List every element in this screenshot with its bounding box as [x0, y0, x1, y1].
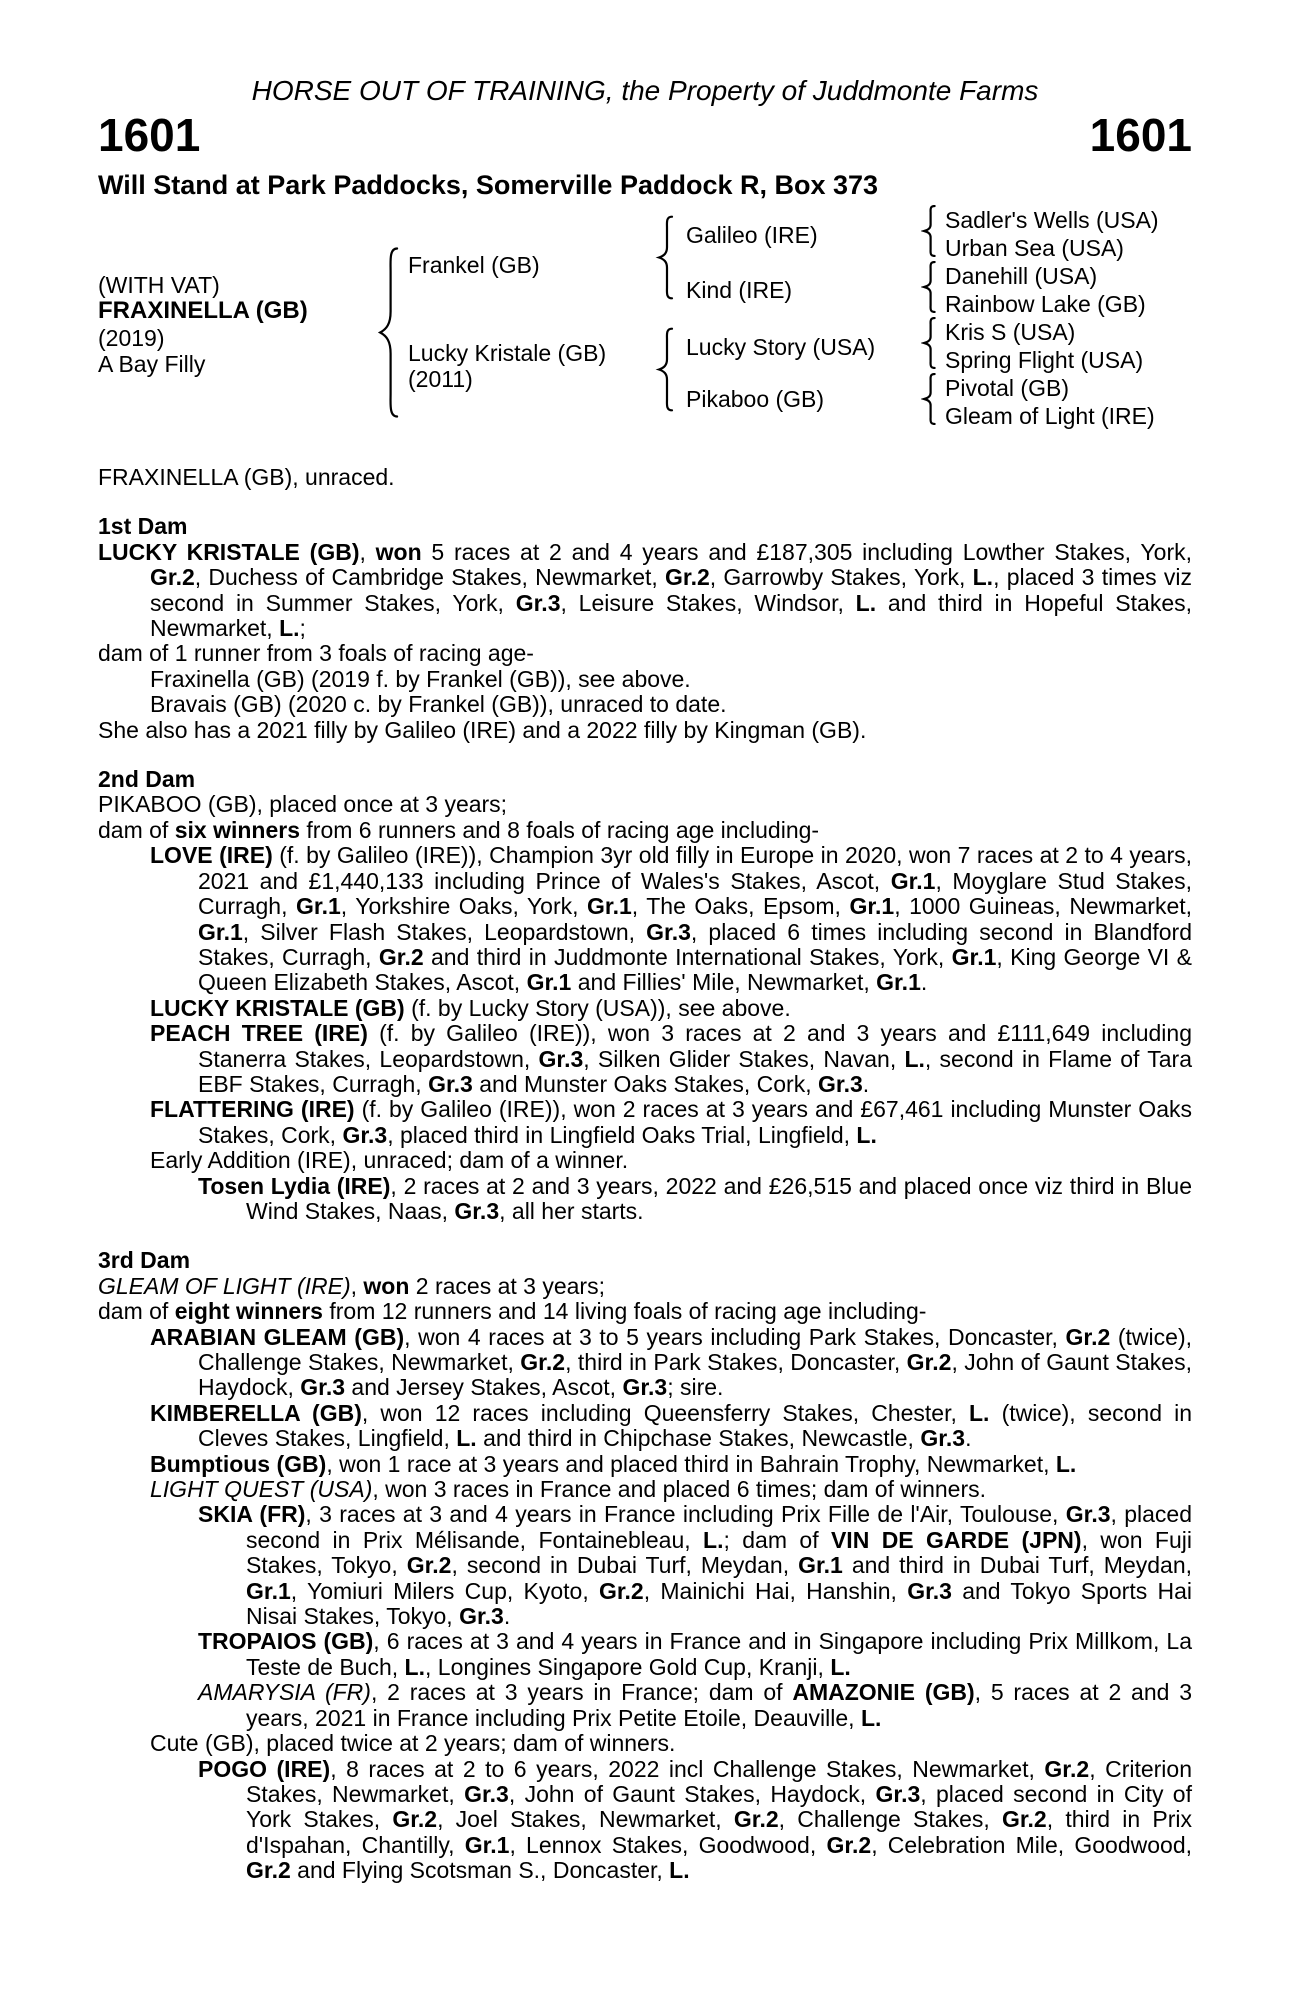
- text-segment: VIN DE GARDE (JPN): [830, 1526, 1082, 1553]
- text-segment: , Yomiuri Milers Cup, Kyoto,: [290, 1577, 599, 1604]
- text-segment: , second in Flame of Tara EBF Stakes, Curragh,: [198, 1045, 1192, 1097]
- text-segment: and Munster Oaks Stakes, Cork,: [472, 1070, 818, 1097]
- text-segment: Gr.1: [246, 1577, 291, 1604]
- text-segment: AMAZONIE (GB): [792, 1679, 975, 1706]
- text-segment: , 8 races at 2 to 6 years, 2022 incl Challenge Stakes, Newmarket,: [330, 1755, 1045, 1782]
- lot-number-left: 1601: [98, 109, 201, 161]
- text-segment: Gr.1: [198, 918, 243, 945]
- text-segment: FRAXINELLA (GB), unraced.: [98, 464, 395, 490]
- text-segment: , third in Prix d'Ispahan, Chantilly,: [246, 1806, 1192, 1858]
- text-segment: L.: [972, 564, 994, 591]
- dam-section-heading: 2nd Dam: [98, 766, 196, 793]
- stand-location-line: Will Stand at Park Paddocks, Somerville Paddock R, Box 373: [98, 170, 879, 200]
- pedigree-text-paragraph: [98, 1502, 1192, 1629]
- text-segment: PEACH TREE (IRE): [150, 1020, 368, 1047]
- dam-section-heading: 3rd Dam: [98, 1247, 191, 1274]
- pedigree-text-paragraph: [98, 1299, 1192, 1324]
- text-segment: eight winners: [174, 1298, 323, 1325]
- text-segment: , Leisure Stakes, Windsor,: [560, 589, 856, 616]
- text-segment: Gr.3: [454, 1197, 500, 1224]
- pedigree-text-paragraph: [98, 792, 1192, 817]
- pedigree-name-gen2: Galileo (IRE): [686, 222, 818, 248]
- lot-number-row: [98, 109, 1192, 161]
- text-segment: , The Oaks, Epsom,: [631, 893, 850, 920]
- pedigree-text-paragraph: [98, 818, 1192, 843]
- text-segment: Gr.3: [646, 918, 691, 945]
- text-segment: Gr.1: [798, 1552, 843, 1579]
- text-segment: 5 races at 2 and 4 years and £187,305 including Lowther Stakes, York,: [421, 538, 1192, 565]
- text-segment: , won 4 races at 3 to 5 years including Park Stakes, Doncaster,: [404, 1323, 1066, 1350]
- pedigree-text-paragraph: [98, 465, 1192, 490]
- text-segment: LIGHT QUEST (USA): [150, 1476, 373, 1503]
- text-segment: Gr.3: [300, 1374, 346, 1401]
- text-segment: , 6 races at 3 and 4 years in France and in Singapore including Prix Millkom, La Teste de Buch,: [246, 1628, 1192, 1680]
- pedigree-text-paragraph: [98, 1021, 1192, 1097]
- pedigree-text-paragraph: [98, 1629, 1192, 1680]
- pedigree-text-paragraph: [98, 1148, 1192, 1173]
- dam-section: [98, 514, 1192, 743]
- text-segment: , Moyglare Stud Stakes, Curragh,: [198, 867, 1192, 920]
- text-segment: Cute (GB), placed twice at 2 years; dam of winners.: [150, 1730, 676, 1757]
- text-segment: Gr.1: [526, 969, 572, 996]
- text-segment: , Lennox Stakes, Goodwood,: [509, 1831, 827, 1858]
- text-segment: Gr.2: [378, 943, 424, 970]
- text-segment: Gr.2: [246, 1857, 291, 1884]
- text-segment: , John of Gaunt Stakes, Haydock,: [198, 1349, 1192, 1401]
- text-segment: , Joel Stakes, Newmarket,: [437, 1806, 734, 1833]
- text-segment: Gr.2: [598, 1577, 644, 1604]
- text-segment: L.: [969, 1399, 990, 1426]
- text-segment: She also has a 2021 filly by Galileo (IRE) and a 2022 filly by Kingman (GB).: [98, 716, 867, 743]
- text-segment: , 2 races at 2 and 3 years, 2022 and £26,515 and placed once viz third in Blue Wind Stakes, Naas,: [246, 1172, 1192, 1224]
- text-segment: GLEAM OF LIGHT (IRE): [98, 1272, 351, 1299]
- text-segment: (f. by Galileo (IRE)), Champion 3yr old filly in Europe in 2020, won 7 races at 2 to 4 years, 2021 and £1,440,133 including Prince of Wales's Stakes, Ascot,: [198, 842, 1193, 894]
- text-segment: , Longines Singapore Gold Cup, Kranji,: [425, 1653, 831, 1680]
- text-segment: .: [920, 969, 928, 996]
- text-segment: and Fillies' Mile, Newmarket,: [571, 969, 877, 996]
- text-segment: , Criterion Stakes, Newmarket,: [246, 1755, 1192, 1807]
- text-segment: Tosen Lydia (IRE): [198, 1172, 391, 1199]
- text-segment: and third in Juddmonte International Stakes, York,: [423, 943, 952, 970]
- text-segment: (f. by Galileo (IRE)), won 2 races at 3 years and £67,461 including Munster Oaks Stakes, Cork,: [198, 1096, 1192, 1148]
- text-segment: won: [375, 538, 422, 565]
- pedigree-text-paragraph: [98, 1274, 1192, 1299]
- vat-note: (WITH VAT): [98, 272, 220, 298]
- pedigree-text-paragraph: [98, 1452, 1192, 1477]
- subject-description: A Bay Filly: [98, 351, 206, 377]
- text-segment: Gr.2: [1044, 1755, 1090, 1782]
- text-segment: and Flying Scotsman S., Doncaster,: [290, 1857, 670, 1884]
- text-segment: , Duchess of Cambridge Stakes, Newmarket,: [194, 564, 666, 591]
- text-segment: TROPAIOS (GB): [198, 1628, 374, 1655]
- pedigree-brace-icon: [655, 215, 675, 300]
- text-segment: Gr.2: [520, 1349, 566, 1375]
- pedigree-name-gen3: Danehill (USA): [945, 263, 1098, 289]
- pedigree-name-gen1: Frankel (GB): [408, 252, 540, 278]
- text-segment: , Challenge Stakes,: [778, 1806, 1002, 1833]
- text-segment: ; dam of: [723, 1526, 831, 1553]
- text-segment: Gr.3: [538, 1045, 584, 1072]
- pedigree-name-gen2: Lucky Story (USA): [686, 334, 876, 360]
- text-segment: AMARYSIA (FR): [198, 1679, 371, 1706]
- pedigree-text-paragraph: [98, 1174, 1192, 1225]
- text-segment: Gr.2: [1065, 1323, 1111, 1350]
- text-segment: Gr.3: [464, 1780, 509, 1807]
- pedigree-brace-icon: [921, 317, 937, 369]
- text-segment: , placed second in City of York Stakes,: [246, 1780, 1192, 1833]
- text-segment: , third in Park Stakes, Doncaster,: [565, 1349, 907, 1375]
- pedigree-text-paragraph: [98, 667, 1192, 692]
- pedigree-text-paragraph: [98, 1757, 1192, 1884]
- text-segment: Gr.2: [665, 564, 710, 591]
- pedigree-name-gen3: Sadler's Wells (USA): [945, 207, 1159, 233]
- text-segment: FLATTERING (IRE): [150, 1096, 355, 1123]
- text-segment: , all her starts.: [499, 1197, 644, 1224]
- pedigree-name-gen3: Rainbow Lake (GB): [945, 291, 1146, 317]
- text-segment: LUCKY KRISTALE (GB): [98, 538, 360, 565]
- text-segment: and third in Hopeful Stakes, Newmarket,: [150, 589, 1192, 642]
- text-segment: L.: [830, 1653, 851, 1680]
- pedigree-text-paragraph: [98, 540, 1192, 642]
- text-segment: (twice), Challenge Stakes, Newmarket,: [198, 1323, 1192, 1375]
- text-segment: (f. by Lucky Story (USA)), see above.: [404, 994, 791, 1021]
- dam-section-heading: 1st Dam: [98, 513, 188, 540]
- text-segment: Gr.2: [392, 1806, 438, 1833]
- text-segment: Gr.1: [849, 893, 895, 920]
- text-segment: , Garrowby Stakes, York,: [709, 564, 973, 591]
- pedigree-text: [98, 465, 1192, 1884]
- text-segment: L.: [860, 1704, 882, 1731]
- text-segment: and third in Chipchase Stakes, Newcastle,: [476, 1425, 921, 1452]
- dam-section: [98, 767, 1192, 1224]
- text-segment: Gr.3: [1065, 1501, 1111, 1528]
- pedigree-text-paragraph: [98, 641, 1192, 666]
- pedigree-table: [98, 200, 1192, 465]
- text-segment: POGO (IRE): [198, 1755, 331, 1782]
- text-segment: , second in Dubai Turf, Meydan,: [451, 1552, 799, 1579]
- text-segment: ; sire.: [667, 1374, 724, 1401]
- pedigree-name-gen2: Kind (IRE): [686, 277, 793, 303]
- text-segment: L.: [703, 1526, 724, 1553]
- text-segment: Gr.3: [515, 589, 561, 616]
- text-segment: , placed second in Prix Mélisande, Fontainebleau,: [246, 1501, 1193, 1553]
- pedigree-brace-icon: [921, 205, 937, 257]
- text-segment: Gr.1: [464, 1831, 510, 1858]
- text-segment: .: [965, 1425, 972, 1452]
- text-segment: Early Addition (IRE), unraced; dam of a winner.: [150, 1147, 629, 1174]
- pedigree-text-paragraph: [98, 1731, 1192, 1756]
- text-segment: Gr.3: [907, 1577, 952, 1604]
- pedigree-brace-icon: [921, 261, 937, 313]
- text-segment: (twice), second in Cleves Stakes, Lingfield,: [198, 1399, 1193, 1452]
- text-segment: , won 1 race at 3 years and placed third in Bahrain Trophy, Newmarket,: [326, 1450, 1056, 1477]
- pedigree-name-gen3: Pivotal (GB): [945, 375, 1069, 401]
- text-segment: from 6 runners and 8 foals of racing age including-: [300, 816, 820, 843]
- text-segment: Gr.3: [818, 1070, 863, 1097]
- text-segment: from 12 runners and 14 living foals of racing age including-: [322, 1298, 927, 1325]
- text-segment: and Jersey Stakes, Ascot,: [345, 1374, 623, 1401]
- text-segment: , placed third in Lingfield Oaks Trial, Lingfield,: [387, 1121, 857, 1148]
- text-segment: , Yorkshire Oaks, York,: [340, 893, 588, 920]
- text-segment: Fraxinella (GB) (2019 f. by Frankel (GB)), see above.: [150, 665, 691, 692]
- text-segment: Gr.3: [459, 1603, 504, 1630]
- intro-paragraphs: [98, 465, 1192, 490]
- text-segment: Gr.1: [587, 893, 632, 920]
- property-line: HORSE OUT OF TRAINING, the Property of Juddmonte Farms: [251, 75, 1039, 106]
- subject-horse-name: FRAXINELLA (GB): [98, 297, 308, 324]
- text-segment: Gr.2: [733, 1806, 779, 1833]
- pedigree-text-paragraph: [98, 1680, 1192, 1731]
- text-segment: Bravais (GB) (2020 c. by Frankel (GB)), unraced to date.: [150, 691, 727, 718]
- text-segment: SKIA (FR): [198, 1501, 306, 1528]
- pedigree-name-gen3: Spring Flight (USA): [945, 347, 1144, 373]
- text-segment: ,: [359, 538, 376, 565]
- text-segment: Bumptious (GB): [150, 1450, 327, 1477]
- text-segment: , placed 3 times viz second in Summer Stakes, York,: [150, 564, 1192, 616]
- text-segment: Gr.1: [296, 893, 341, 920]
- text-segment: Gr.3: [428, 1070, 473, 1097]
- text-segment: , Silver Flash Stakes, Leopardstown,: [242, 918, 647, 945]
- text-segment: L.: [904, 1045, 925, 1072]
- text-segment: L.: [456, 1425, 477, 1452]
- text-segment: Gr.3: [622, 1374, 668, 1401]
- pedigree-text-paragraph: [98, 1325, 1192, 1401]
- subject-year: (2019): [98, 325, 165, 351]
- pedigree-text-paragraph: [98, 1097, 1192, 1148]
- text-segment: , 3 races at 3 and 4 years in France including Prix Fille de l'Air, Toulouse,: [305, 1501, 1066, 1528]
- text-segment: ,: [350, 1272, 364, 1299]
- text-segment: Gr.3: [920, 1425, 966, 1452]
- text-segment: , Mainichi Hai, Hanshin,: [643, 1577, 908, 1604]
- text-segment: Gr.3: [342, 1121, 388, 1148]
- text-segment: L.: [1055, 1450, 1077, 1477]
- text-segment: dam of: [98, 1298, 175, 1325]
- pedigree-name-gen2: Pikaboo (GB): [686, 386, 825, 412]
- text-segment: .: [503, 1603, 511, 1630]
- text-segment: , Silken Glider Stakes, Navan,: [583, 1045, 905, 1072]
- pedigree-brace-icon: [655, 327, 675, 412]
- text-segment: KIMBERELLA (GB): [150, 1399, 362, 1426]
- text-segment: Gr.1: [951, 943, 997, 970]
- pedigree-year-gen1: (2011): [408, 366, 473, 392]
- text-segment: dam of 1 runner from 3 foals of racing age-: [98, 640, 534, 667]
- text-segment: , 2 races at 3 years in France; dam of: [370, 1679, 793, 1706]
- pedigree-text-paragraph: [98, 718, 1192, 743]
- pedigree-name-gen3: Kris S (USA): [945, 319, 1076, 345]
- pedigree-text-paragraph: [98, 692, 1192, 717]
- text-segment: LUCKY KRISTALE (GB): [150, 994, 405, 1021]
- text-segment: Gr.2: [826, 1831, 872, 1858]
- text-segment: 2 races at 3 years;: [409, 1272, 605, 1299]
- text-segment: Gr.2: [906, 1349, 952, 1375]
- pedigree-text-paragraph: [98, 1401, 1192, 1452]
- text-segment: L.: [279, 615, 300, 642]
- pedigree-text-paragraph: [98, 843, 1192, 995]
- text-segment: Gr.1: [890, 867, 936, 894]
- text-segment: Gr.3: [875, 1780, 921, 1807]
- text-segment: Gr.2: [1001, 1806, 1047, 1833]
- text-segment: ARABIAN GLEAM (GB): [150, 1323, 405, 1350]
- text-segment: , placed 6 times including second in Blandford Stakes, Curragh,: [198, 918, 1192, 970]
- text-segment: , won 3 races in France and placed 6 times; dam of winners.: [372, 1476, 986, 1503]
- text-segment: Gr.2: [150, 564, 195, 591]
- pedigree-name-gen3: Urban Sea (USA): [945, 235, 1124, 261]
- text-segment: L.: [404, 1653, 425, 1680]
- text-segment: , John of Gaunt Stakes, Haydock,: [508, 1780, 876, 1807]
- text-segment: , King George VI & Queen Elizabeth Stakes, Ascot,: [198, 943, 1193, 996]
- text-segment: won: [363, 1272, 410, 1299]
- text-segment: Gr.2: [406, 1552, 452, 1579]
- text-segment: L.: [855, 589, 877, 616]
- text-segment: six winners: [174, 816, 300, 843]
- text-segment: ;: [299, 615, 306, 642]
- text-segment: and Tokyo Sports Hai Nisai Stakes, Tokyo,: [246, 1577, 1192, 1630]
- text-segment: PIKABOO (GB), placed once at 3 years;: [98, 791, 508, 818]
- text-segment: .: [862, 1070, 870, 1097]
- text-segment: , won Fuji Stakes, Tokyo,: [246, 1526, 1192, 1579]
- text-segment: dam of: [98, 816, 175, 843]
- pedigree-name-gen3: Gleam of Light (IRE): [945, 403, 1155, 429]
- pedigree-text-paragraph: [98, 1477, 1192, 1502]
- dam-sections: [98, 514, 1192, 1883]
- text-segment: L.: [856, 1121, 877, 1148]
- text-segment: L.: [669, 1857, 690, 1884]
- text-segment: and third in Dubai Turf, Meydan,: [842, 1552, 1192, 1579]
- pedigree-brace-icon: [921, 373, 937, 425]
- text-segment: , Celebration Mile, Goodwood,: [871, 1831, 1192, 1858]
- pedigree-text-paragraph: [98, 996, 1192, 1021]
- lot-number-right: 1601: [1089, 109, 1192, 161]
- dam-section: [98, 1248, 1192, 1883]
- text-segment: LOVE (IRE): [150, 842, 273, 869]
- text-segment: , won 12 races including Queensferry Stakes, Chester,: [361, 1399, 969, 1426]
- text-segment: (f. by Galileo (IRE)), won 3 races at 2 and 3 years and £111,649 including Stanerra Stakes, Leopardstown,: [198, 1020, 1193, 1072]
- text-segment: Gr.1: [876, 969, 921, 996]
- pedigree-brace-icon: [375, 245, 401, 420]
- pedigree-name-gen1: Lucky Kristale (GB): [408, 340, 607, 366]
- text-segment: , 1000 Guineas, Newmarket,: [894, 893, 1193, 920]
- text-segment: , 5 races at 2 and 3 years, 2021 in France including Prix Petite Etoile, Deauville,: [246, 1679, 1192, 1731]
